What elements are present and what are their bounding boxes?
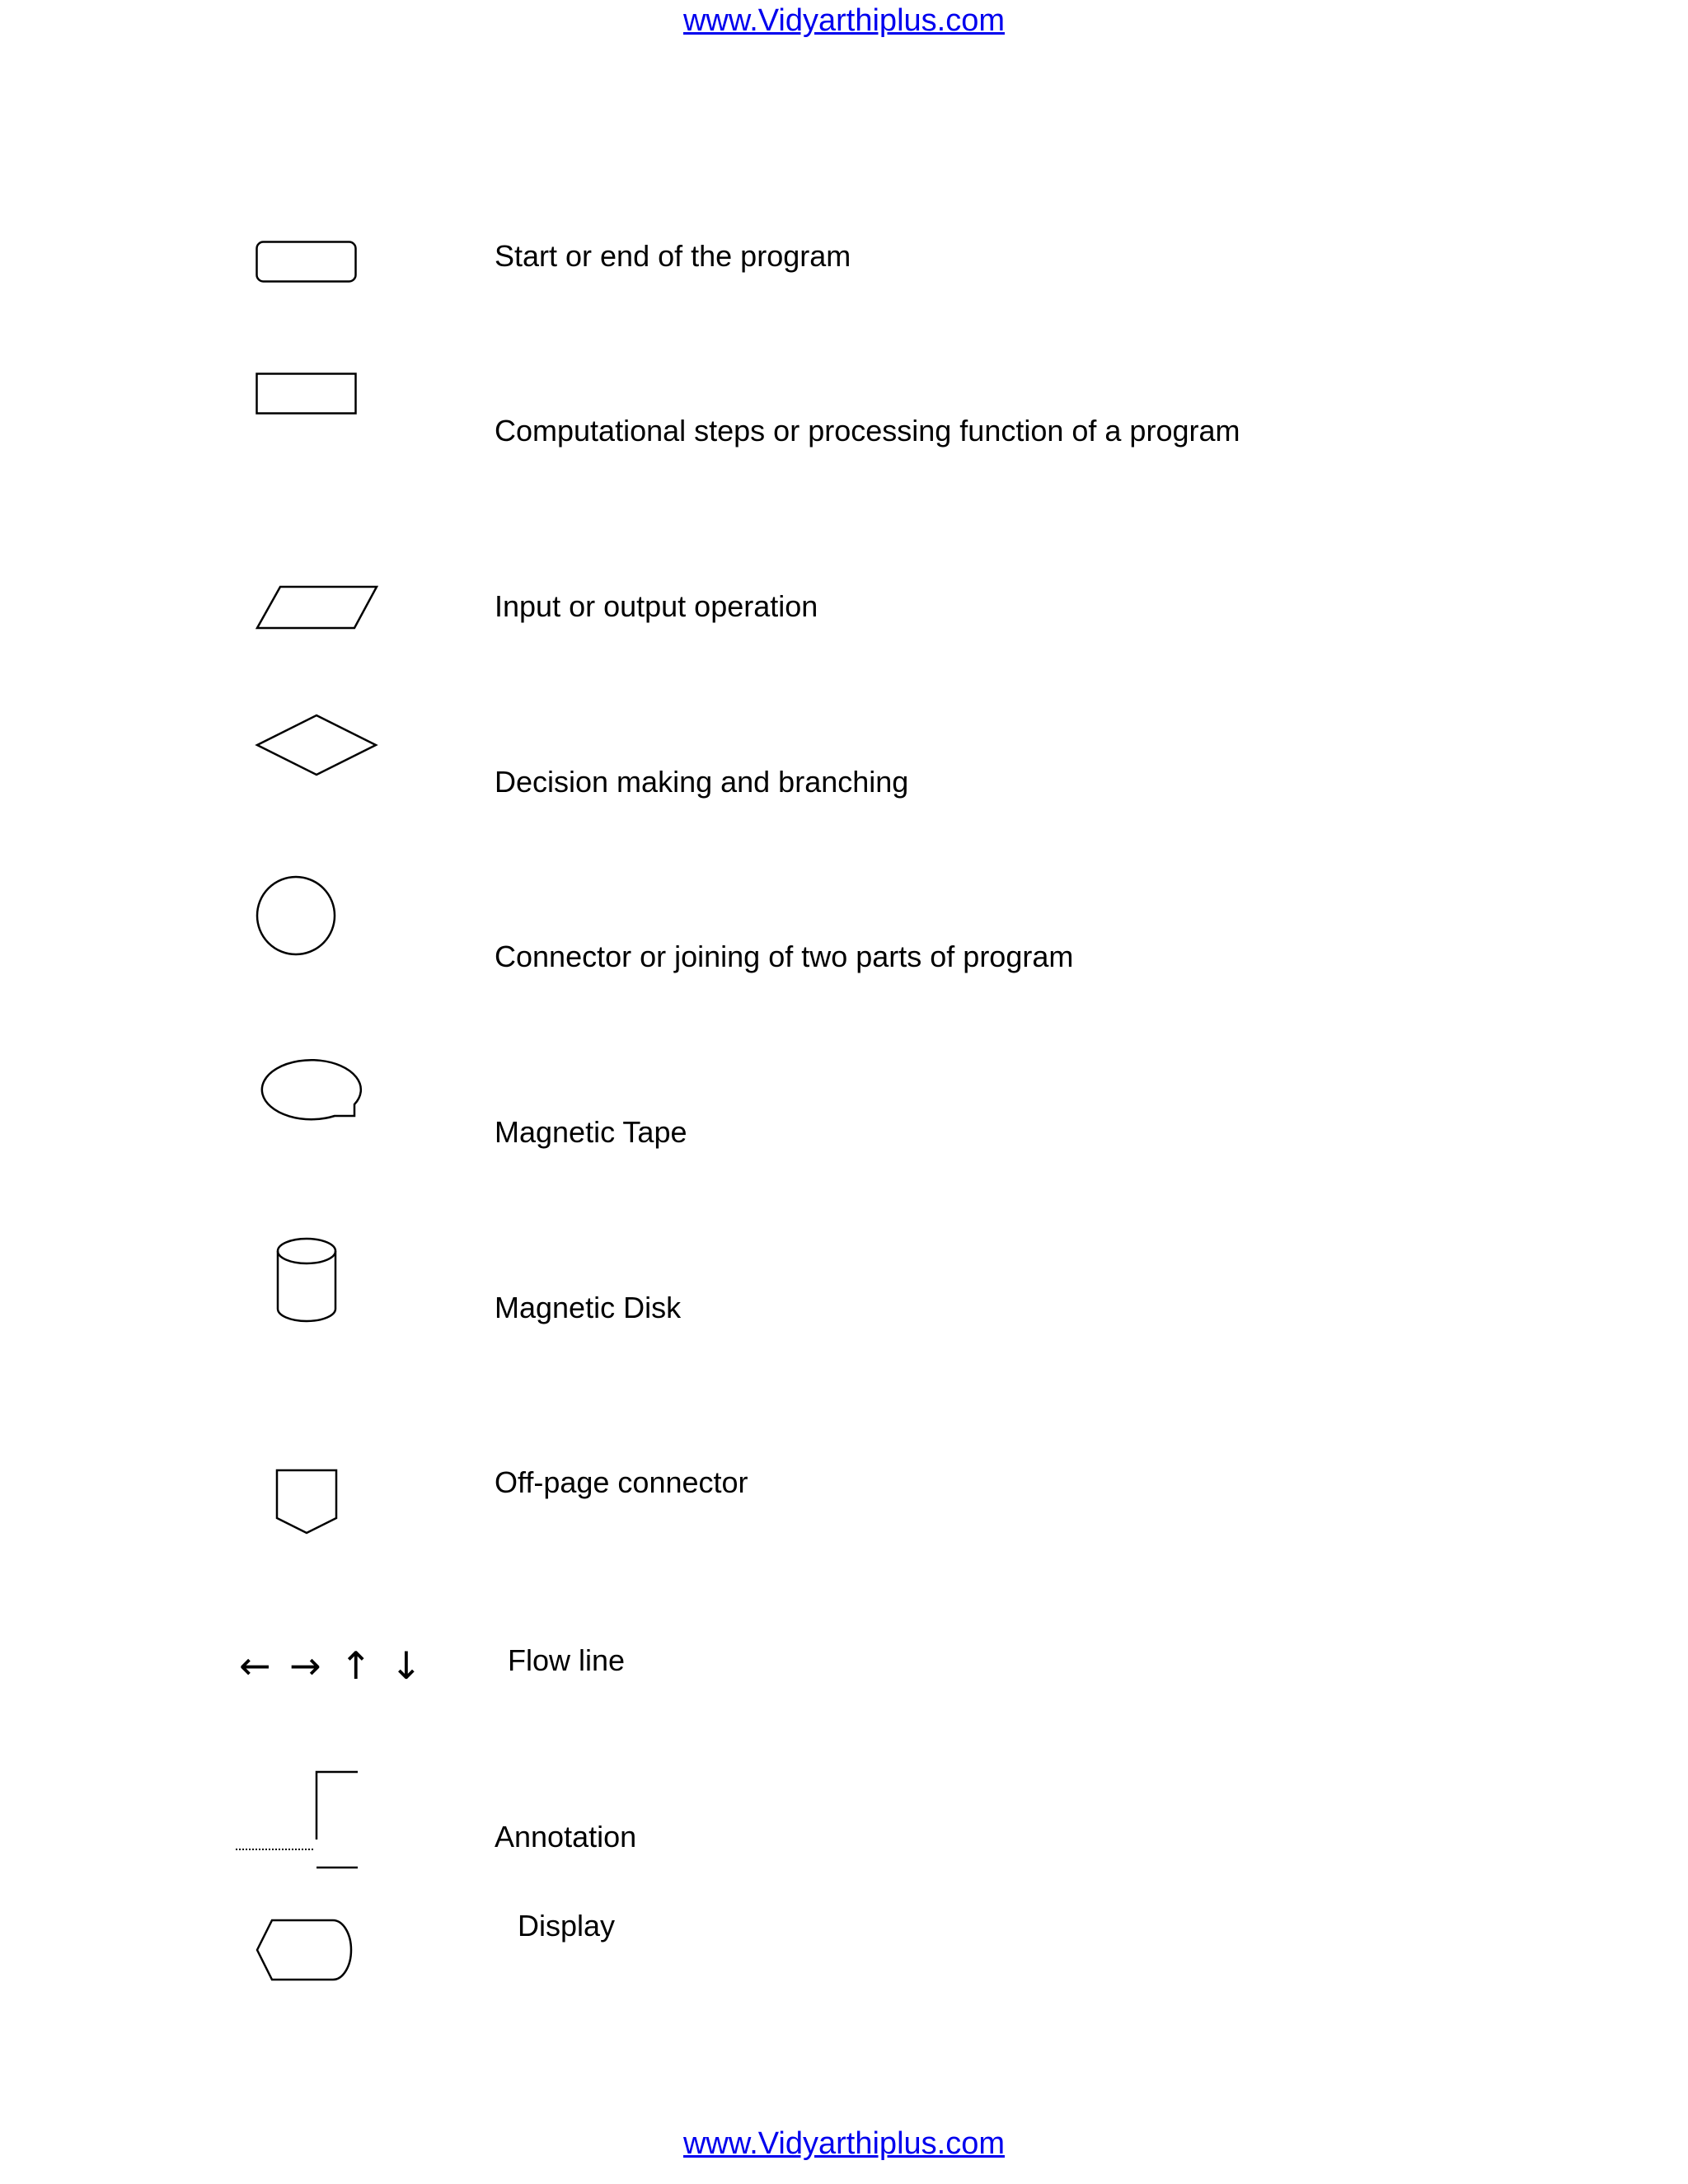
diamond-icon xyxy=(256,714,379,776)
rectangle-icon xyxy=(256,373,358,415)
arrows-icon: ← → ↑ ↓ xyxy=(239,1643,426,1688)
symbol-label-connector: Connector or joining of two parts of program xyxy=(495,940,1074,973)
display-icon xyxy=(256,1919,359,1981)
symbol-label-magnetic-tape: Magnetic Tape xyxy=(495,1115,687,1149)
circle-icon xyxy=(256,875,338,958)
off-page-connector-icon xyxy=(275,1469,340,1536)
symbol-label-display: Display xyxy=(518,1909,616,1943)
annotation-bracket-icon xyxy=(236,1769,359,1869)
cylinder-icon xyxy=(275,1236,340,1327)
header-site-link[interactable]: www.Vidyarthiplus.com xyxy=(682,3,1005,38)
symbol-label-decision: Decision making and branching xyxy=(495,765,909,799)
symbol-label-process: Computational steps or processing function of a program xyxy=(495,414,1240,448)
footer-site-link[interactable]: www.Vidyarthiplus.com xyxy=(682,2126,1005,2161)
magnetic-tape-icon xyxy=(256,1057,359,1121)
symbol-label-annotation: Annotation xyxy=(495,1820,637,1854)
symbol-label-io: Input or output operation xyxy=(495,589,818,623)
symbol-label-magnetic-disk: Magnetic Disk xyxy=(495,1291,682,1324)
parallelogram-icon xyxy=(256,585,379,630)
rounded-rectangle-icon xyxy=(256,241,358,284)
symbol-label-off-page: Off-page connector xyxy=(495,1465,748,1499)
symbol-label-terminal: Start or end of the program xyxy=(495,239,851,273)
symbol-label-flow-line: Flow line xyxy=(508,1643,626,1677)
